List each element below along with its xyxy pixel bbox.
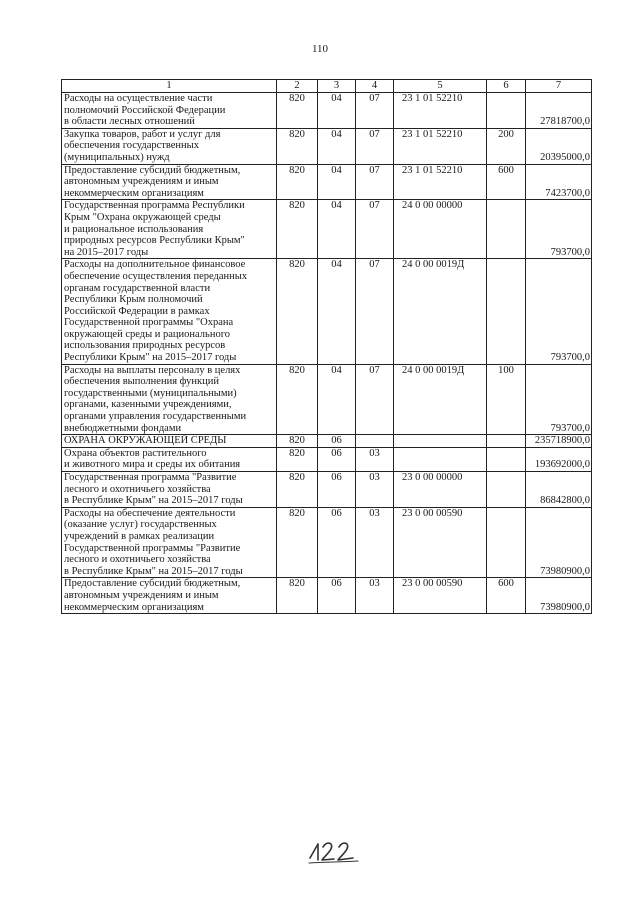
row-name (62, 364, 277, 435)
cell-subsection: 03 (356, 447, 394, 471)
header-cell: 1 (62, 80, 277, 93)
cell-section: 04 (318, 200, 356, 259)
cell-code: 820 (277, 507, 318, 578)
row-name (62, 507, 277, 578)
cell-section: 06 (318, 578, 356, 614)
table-row (62, 364, 592, 435)
table-row (62, 435, 592, 448)
row-name (62, 200, 277, 259)
header-cell: 6 (487, 80, 526, 93)
header-cell: 7 (526, 80, 592, 93)
cell-target: 23 1 01 52210 (394, 128, 487, 164)
header-row (62, 80, 592, 93)
table-row (62, 472, 592, 508)
cell-subsection: 07 (356, 364, 394, 435)
cell-subsection: 03 (356, 472, 394, 508)
cell-type (487, 472, 526, 508)
cell-amount: 793700,0 (526, 364, 592, 435)
row-name-text: Охрана объектов растительного и животного мира и среды их обитания (64, 447, 241, 471)
table-row (62, 164, 592, 200)
table-row (62, 128, 592, 164)
cell-amount: 86842800,0 (526, 472, 592, 508)
cell-target: 23 0 00 00000 (394, 472, 487, 508)
cell-target: 23 1 01 52210 (394, 93, 487, 129)
cell-type (487, 93, 526, 129)
row-name-text: ОХРАНА ОКРУЖАЮЩЕЙ СРЕДЫ (64, 435, 227, 447)
cell-subsection: 03 (356, 507, 394, 578)
table-row (62, 200, 592, 259)
cell-code: 820 (277, 435, 318, 448)
cell-type: 200 (487, 128, 526, 164)
budget-table (61, 79, 592, 614)
cell-section: 06 (318, 472, 356, 508)
cell-subsection: 07 (356, 259, 394, 364)
cell-code: 820 (277, 128, 318, 164)
handwritten-page-mark (306, 836, 362, 866)
cell-target: 23 0 00 00590 (394, 578, 487, 614)
row-name (62, 447, 277, 471)
row-name (62, 164, 277, 200)
cell-code: 820 (277, 164, 318, 200)
cell-amount: 7423700,0 (526, 164, 592, 200)
cell-type: 600 (487, 164, 526, 200)
cell-subsection: 03 (356, 578, 394, 614)
row-name (62, 93, 277, 129)
cell-subsection: 07 (356, 128, 394, 164)
table-row (62, 507, 592, 578)
cell-code: 820 (277, 472, 318, 508)
cell-target (394, 435, 487, 448)
cell-section: 04 (318, 259, 356, 364)
cell-amount: 27818700,0 (526, 93, 592, 129)
cell-section: 06 (318, 447, 356, 471)
row-name (62, 578, 277, 614)
row-name-text: Закупка товаров, работ и услуг для обеспечения государственных (муниципальных) нужд (64, 128, 221, 163)
cell-section: 04 (318, 164, 356, 200)
cell-amount: 193692000,0 (526, 447, 592, 471)
cell-target: 23 0 00 00590 (394, 507, 487, 578)
cell-type (487, 200, 526, 259)
row-name-text: Предоставление субсидий бюджетным, автономным учреждениям и иным некоммерческим организациям (64, 578, 241, 613)
header-cell: 3 (318, 80, 356, 93)
cell-code: 820 (277, 200, 318, 259)
cell-code: 820 (277, 93, 318, 129)
cell-target: 24 0 00 0019Д (394, 364, 487, 435)
cell-type: 600 (487, 578, 526, 614)
row-name-text: Расходы на осуществление части полномочий Российской Федерации в области лесных отношений (64, 93, 226, 128)
cell-code: 820 (277, 447, 318, 471)
header-cell: 2 (277, 80, 318, 93)
header-cell: 5 (394, 80, 487, 93)
cell-type (487, 259, 526, 364)
table-row (62, 93, 592, 129)
cell-section: 04 (318, 364, 356, 435)
page-number: 110 (311, 43, 329, 55)
cell-amount: 235718900,0 (526, 435, 592, 448)
row-name (62, 128, 277, 164)
cell-amount: 73980900,0 (526, 578, 592, 614)
table-row (62, 578, 592, 614)
row-name (62, 435, 277, 448)
cell-type (487, 447, 526, 471)
cell-subsection (356, 435, 394, 448)
cell-section: 06 (318, 507, 356, 578)
cell-target: 23 1 01 52210 (394, 164, 487, 200)
row-name-text: Расходы на дополнительное финансовое обеспечение осуществления переданных органам государственной власти Республики Крым полномочий Российской Федерации в рамках Государственной программы "Охрана окружающей среды и рационального использования природных ресурсов Республики Крым" на 2015–2017 годы (64, 259, 248, 364)
row-name-text: Государственная программа "Развитие лесного и охотничьего хозяйства в Республике Крым" на 2015–2017 годы (64, 472, 243, 507)
cell-code: 820 (277, 364, 318, 435)
cell-subsection: 07 (356, 93, 394, 129)
header-cell: 4 (356, 80, 394, 93)
row-name (62, 472, 277, 508)
row-name-text: Расходы на обеспечение деятельности (оказание услуг) государственных учреждений в рамках реализации Государственной программы "Развитие лесного и охотничьего хозяйства в Республике Крым" на 2015–2017 годы (64, 507, 243, 577)
cell-amount: 793700,0 (526, 259, 592, 364)
cell-subsection: 07 (356, 200, 394, 259)
row-name-text: Государственная программа Республики Крым "Охрана окружающей среды и рациональное использования природных ресурсов Республики Крым" на 2015–2017 годы (64, 200, 245, 258)
row-name (62, 259, 277, 364)
cell-code: 820 (277, 259, 318, 364)
cell-type: 100 (487, 364, 526, 435)
cell-section: 06 (318, 435, 356, 448)
cell-target: 24 0 00 0019Д (394, 259, 487, 364)
cell-amount: 793700,0 (526, 200, 592, 259)
cell-amount: 73980900,0 (526, 507, 592, 578)
cell-section: 04 (318, 128, 356, 164)
cell-type (487, 507, 526, 578)
table-row (62, 447, 592, 471)
cell-type (487, 435, 526, 448)
cell-target: 24 0 00 00000 (394, 200, 487, 259)
cell-section: 04 (318, 93, 356, 129)
row-name-text: Расходы на выплаты персоналу в целях обеспечения выполнения функций государственными (муниципальными) органами, казенными учреждениями, органами управления государственными внебюджетными фондами (64, 364, 247, 434)
table-row (62, 259, 592, 364)
cell-amount: 20395000,0 (526, 128, 592, 164)
cell-target (394, 447, 487, 471)
cell-subsection: 07 (356, 164, 394, 200)
row-name-text: Предоставление субсидий бюджетным, автономным учреждениям и иным некоммерческим организациям (64, 164, 241, 199)
cell-code: 820 (277, 578, 318, 614)
